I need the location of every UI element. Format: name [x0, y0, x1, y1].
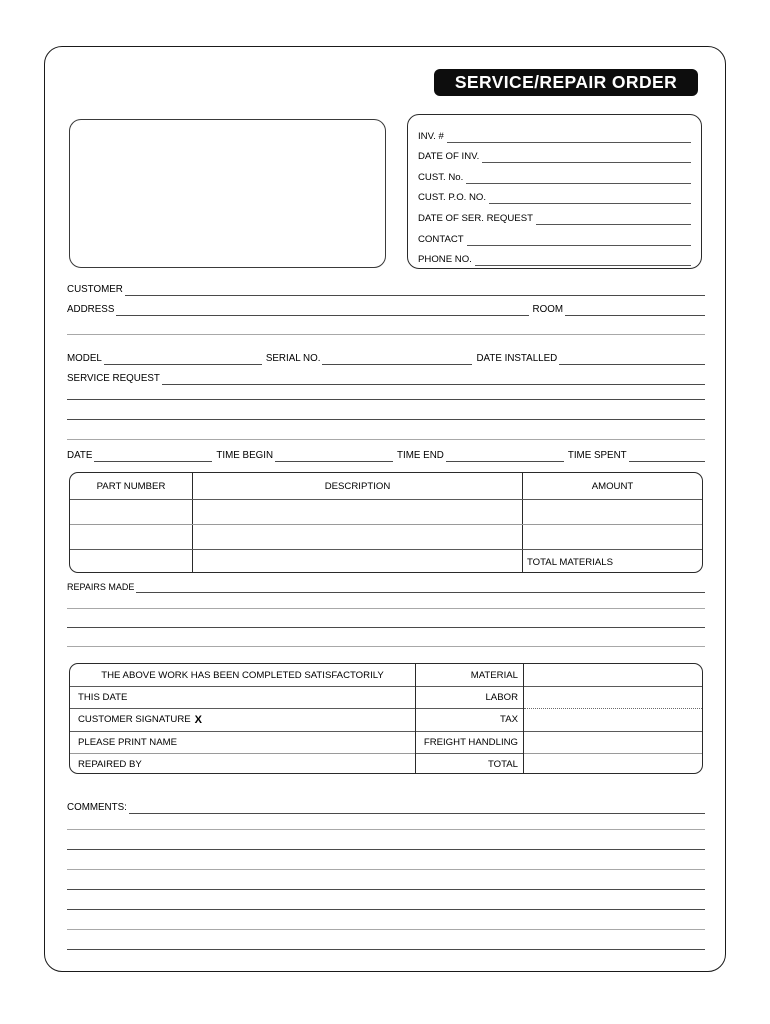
- invoice-field-label: DATE OF SER. REQUEST: [418, 212, 533, 224]
- column-header-part-number: PART NUMBER: [96, 480, 166, 492]
- section-divider-rule: [67, 334, 705, 335]
- address-label: ADDRESS: [67, 304, 115, 315]
- customer-label: CUSTOMER: [67, 284, 123, 295]
- invoice-field-cust-po-number[interactable]: [418, 184, 691, 205]
- comments-line[interactable]: [67, 949, 705, 950]
- form-page-frame: [44, 46, 726, 972]
- equipment-field-row[interactable]: [67, 352, 705, 365]
- time-begin-input[interactable]: [275, 449, 393, 462]
- service-request-field-row[interactable]: [67, 372, 705, 385]
- room-label: ROOM: [532, 304, 563, 315]
- service-request-input[interactable]: [162, 372, 705, 385]
- totals-label-material: MATERIAL: [470, 669, 518, 681]
- invoice-field-date-of-service-request[interactable]: [418, 204, 691, 225]
- invoice-field-input[interactable]: [467, 233, 691, 246]
- signature-mark-icon: X: [194, 713, 202, 726]
- service-request-label: SERVICE REQUEST: [67, 373, 160, 384]
- print-name-row[interactable]: [70, 731, 415, 753]
- comments-line[interactable]: [67, 889, 705, 890]
- parts-table-header-row: [70, 473, 702, 499]
- table-row[interactable]: [70, 524, 702, 549]
- repaired-by-label: REPAIRED BY: [78, 758, 142, 770]
- page-title: SERVICE/REPAIR ORDER: [454, 72, 678, 92]
- invoice-field-cust-number[interactable]: [418, 163, 691, 184]
- service-request-line[interactable]: [67, 439, 705, 440]
- time-end-label: TIME END: [397, 450, 444, 461]
- cell-part-number[interactable]: [70, 550, 192, 573]
- room-input[interactable]: [565, 303, 705, 316]
- comments-line[interactable]: [67, 829, 705, 830]
- repairs-made-input[interactable]: [136, 580, 705, 593]
- address-input[interactable]: [116, 303, 528, 316]
- time-tracking-row[interactable]: [67, 449, 705, 462]
- totals-label-tax: TAX: [416, 708, 523, 730]
- table-row-total-materials[interactable]: [70, 549, 702, 573]
- invoice-field-label: CUST. No.: [418, 171, 464, 183]
- invoice-field-date-of-inv[interactable]: [418, 143, 691, 164]
- address-field-row[interactable]: [67, 303, 705, 316]
- column-header-amount: AMOUNT: [522, 473, 702, 499]
- totals-label-labor: LABOR: [416, 686, 523, 708]
- invoice-field-input[interactable]: [475, 253, 691, 266]
- invoice-field-label: DATE OF INV.: [418, 151, 480, 163]
- repaired-by-row[interactable]: [70, 753, 415, 774]
- repairs-made-field-row[interactable]: [67, 580, 705, 593]
- comments-line[interactable]: [67, 929, 705, 930]
- totals-value-column: [523, 664, 702, 773]
- comments-line[interactable]: [67, 849, 705, 850]
- column-header-description: DESCRIPTION: [192, 473, 522, 499]
- repairs-made-line[interactable]: [67, 608, 705, 609]
- serial-number-label: SERIAL NO.: [265, 353, 321, 364]
- form-title-banner: [434, 69, 698, 96]
- cell-amount[interactable]: [522, 525, 702, 549]
- invoice-field-input[interactable]: [482, 150, 691, 163]
- cell-description[interactable]: [192, 525, 522, 549]
- totals-label-freight-handling: FREIGHT HANDLING: [416, 731, 523, 753]
- comments-input[interactable]: [129, 801, 705, 814]
- invoice-field-label: PHONE NO.: [418, 254, 472, 266]
- time-end-input[interactable]: [446, 449, 564, 462]
- date-installed-label: DATE INSTALLED: [476, 353, 558, 364]
- this-date-label: THIS DATE: [78, 692, 128, 704]
- time-begin-label: TIME BEGIN: [216, 450, 274, 461]
- invoice-field-input[interactable]: [489, 191, 691, 204]
- table-row[interactable]: [70, 499, 702, 524]
- cell-amount[interactable]: [522, 500, 702, 524]
- customer-field-row[interactable]: [67, 283, 705, 296]
- invoice-field-input[interactable]: [466, 171, 691, 184]
- serial-number-input[interactable]: [322, 352, 472, 365]
- form-inner: [45, 47, 727, 973]
- comments-label: COMMENTS:: [67, 802, 127, 813]
- invoice-field-input[interactable]: [536, 212, 691, 225]
- repairs-made-label: REPAIRS MADE: [67, 582, 135, 592]
- cell-part-number[interactable]: [70, 525, 192, 549]
- date-installed-input[interactable]: [559, 352, 705, 365]
- work-completed-statement: THE ABOVE WORK HAS BEEN COMPLETED SATISFACTORILY: [101, 669, 384, 681]
- invoice-field-inv-number[interactable]: [418, 122, 691, 143]
- service-request-line[interactable]: [67, 419, 705, 420]
- model-label: MODEL: [67, 353, 102, 364]
- comments-line[interactable]: [67, 909, 705, 910]
- date-input[interactable]: [94, 449, 212, 462]
- time-spent-input[interactable]: [629, 449, 705, 462]
- totals-value-labor[interactable]: [524, 686, 702, 708]
- repairs-made-line[interactable]: [67, 646, 705, 647]
- invoice-field-input[interactable]: [447, 130, 691, 143]
- invoice-details-box: [407, 114, 702, 269]
- date-label: DATE: [67, 450, 93, 461]
- invoice-field-phone-number[interactable]: [418, 246, 691, 267]
- signature-column: [70, 664, 415, 773]
- comments-field-row[interactable]: [67, 801, 705, 814]
- invoice-field-label: INV. #: [418, 130, 444, 142]
- time-spent-label: TIME SPENT: [567, 450, 627, 461]
- totals-label-column: [415, 664, 523, 773]
- totals-value-total[interactable]: [524, 753, 702, 774]
- repairs-made-line[interactable]: [67, 627, 705, 628]
- print-name-label: PLEASE PRINT NAME: [78, 736, 177, 748]
- signature-and-totals-block: [69, 663, 703, 774]
- totals-value-material[interactable]: [524, 664, 702, 686]
- cell-part-number[interactable]: [70, 500, 192, 524]
- company-logo-box[interactable]: [69, 119, 386, 268]
- parts-table: [69, 472, 703, 573]
- invoice-field-contact[interactable]: [418, 225, 691, 246]
- customer-signature-label: CUSTOMER SIGNATURE: [78, 714, 191, 726]
- comments-line[interactable]: [67, 869, 705, 870]
- model-input[interactable]: [104, 352, 262, 365]
- service-request-line[interactable]: [67, 399, 705, 400]
- totals-value-freight-handling[interactable]: [524, 731, 702, 753]
- cell-description[interactable]: [192, 550, 522, 573]
- invoice-field-label: CUST. P.O. NO.: [418, 192, 487, 204]
- this-date-row[interactable]: [70, 686, 415, 708]
- invoice-field-label: CONTACT: [418, 233, 464, 245]
- customer-input[interactable]: [125, 283, 705, 296]
- totals-label-total: TOTAL: [416, 753, 523, 774]
- cell-description[interactable]: [192, 500, 522, 524]
- totals-value-tax[interactable]: [524, 708, 702, 730]
- customer-signature-row[interactable]: [70, 708, 415, 730]
- cell-total-materials-label: TOTAL MATERIALS: [522, 550, 702, 573]
